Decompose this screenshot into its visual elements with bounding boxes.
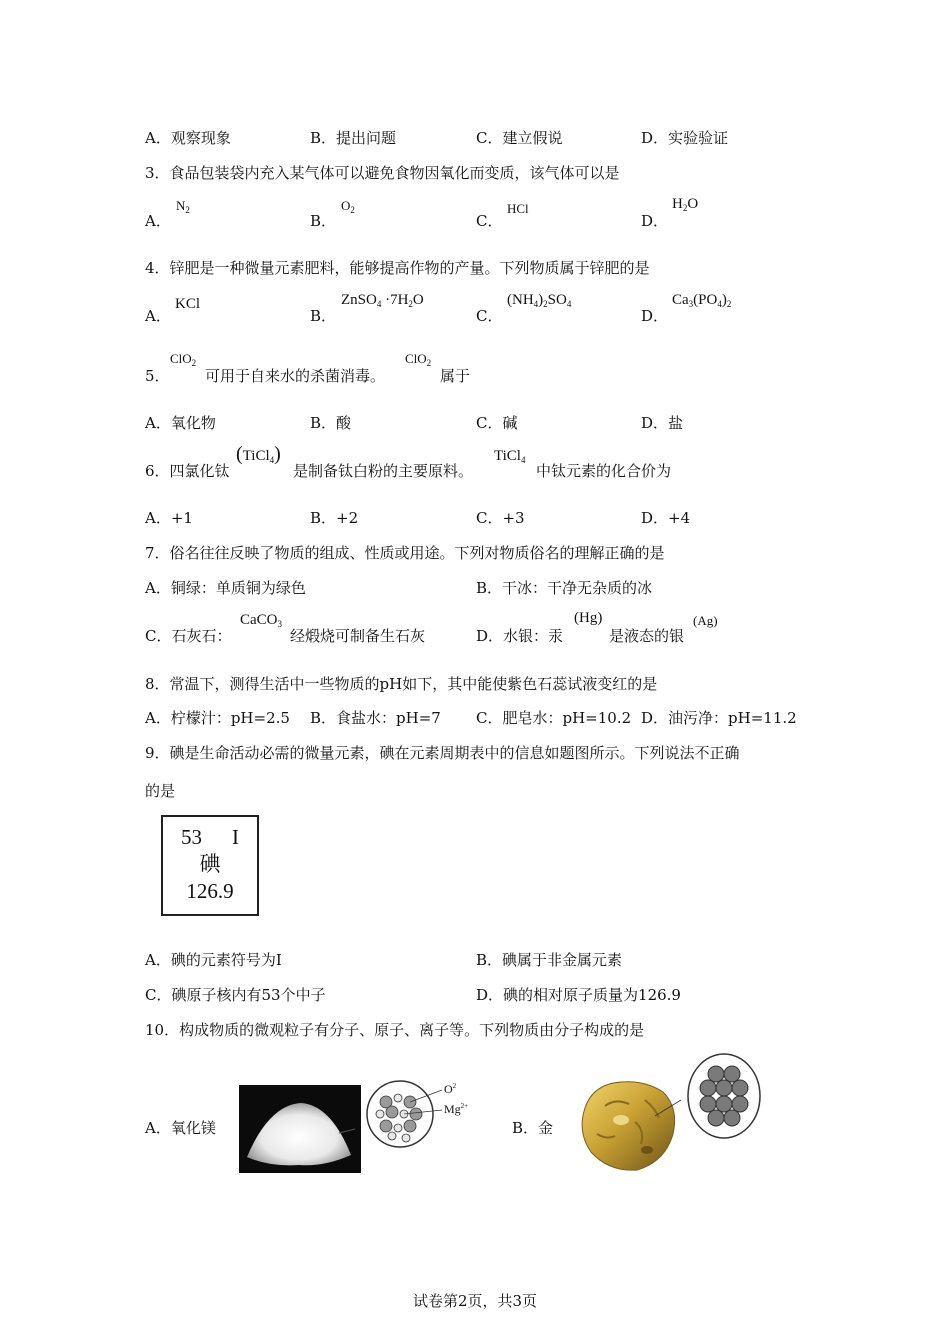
q5-option-a: A．氧化物 [145,414,216,432]
q10-option-a: A．氧化镁 [145,1119,216,1137]
oxide-ion-label: $O^2$ [444,1082,457,1096]
q5-text-1: 可用于自来水的杀菌消毒。 [205,367,386,385]
q2-option-c: C．建立假说 [476,129,563,147]
gold-atom-diagram [686,1052,764,1142]
page-footer: 试卷第2页，共3页 [412,1292,538,1310]
q5-formula-1: ClO$_2$ [170,351,197,368]
q3-option-a-formula: $N_2$ [176,198,190,215]
q3-option-c-formula: HCl [507,201,529,216]
q5-option-d: D．盐 [641,414,684,432]
element-symbol: I [232,825,239,849]
q3-option-d-label: D． [641,212,669,230]
q4-option-a-formula: KCl [175,296,201,312]
magnesium-oxide-powder-image [239,1085,361,1173]
q3-stem: 3．食品包装袋内充入某气体可以避免食物因氧化而变质，该气体可以是 [145,164,620,182]
q6-formula-paren: (TiCl$_4$) [236,443,281,465]
q8-option-b: B．食盐水：pH=7 [310,709,441,727]
atomic-mass: 126.9 [186,879,234,903]
q6-formula: TiCl$_4$ [494,448,526,465]
q10-stem: 10．构成物质的微观粒子有分子、原子、离子等。下列物质由分子构成的是 [145,1021,645,1039]
q3-option-d-formula: $H_2O$ [672,196,699,213]
q8-option-d: D．油污净：pH=11.2 [641,709,797,727]
q2-option-a: A．观察现象 [145,129,231,147]
q7-stem: 7．俗名往往反映了物质的组成、性质或用途。下列对物质俗名的理解正确的是 [145,544,665,562]
q3-option-b-formula: $O_2$ [341,198,355,215]
q2-option-d: D．实验验证 [641,129,729,147]
q5-text-2: 属于 [440,367,471,385]
q6-text-1: 6．四氯化钛 [145,462,230,480]
q4-option-c-label: C． [476,307,503,325]
q7-option-c-formula: CaCO$_3$ [240,612,282,629]
q3-option-a-label: A． [145,212,171,230]
gold-nugget-image [575,1078,685,1174]
q4-option-d-formula: $Ca_3(PO_4)_2$ [672,292,732,309]
q5-formula-2: ClO$_2$ [405,351,432,368]
q9-stem-line-2: 的是 [145,782,176,800]
q4-option-d-label: D． [641,307,669,325]
q6-option-b: B．+2 [310,509,359,527]
q5-option-c: C．碱 [476,414,518,432]
q7-option-b: B．干冰：干净无杂质的冰 [476,579,653,597]
q7-option-a: A．铜绿：单质铜为绿色 [145,579,306,597]
q4-option-b-formula: ZnSO$_4$ $\cdot 7H_2O$ [341,292,424,309]
q4-option-a-label: A． [145,307,171,325]
q7-option-d-hg: (Hg) [574,610,603,626]
q9-option-c: C．碘原子核内有53个中子 [145,986,326,1004]
q6-text-2: 是制备钛白粉的主要原料。 [293,462,474,480]
q7-option-d-ag: (Ag) [693,613,718,628]
q8-option-a: A．柠檬汁：pH=2.5 [145,709,290,727]
q5-number: 5． [145,367,170,385]
q3-option-b-label: B． [310,212,337,230]
atomic-number: 53 [181,825,202,849]
magnesium-ion-label: $Mg^{2+}$ [444,1102,469,1116]
periodic-table-cell [161,815,259,916]
q8-stem: 8．常温下，测得生活中一些物质的pH如下，其中能使紫色石蕊试液变红的是 [145,675,658,693]
q9-stem-line-1: 9．碘是生命活动必需的微量元素，碘在元素周期表中的信息如题图所示。下列说法不正确 [145,744,740,762]
q6-text-3: 中钛元素的化合价为 [536,462,672,480]
q7-option-d-text-1: D．水银：汞 [476,627,564,645]
element-name: 碘 [199,852,221,876]
q9-option-b: B．碘属于非金属元素 [476,951,623,969]
q2-option-b: B．提出问题 [310,129,397,147]
q6-option-a: A．+1 [145,509,193,527]
q5-option-b: B．酸 [310,414,352,432]
q7-option-d-text-2: 是液态的银 [609,627,685,645]
q7-option-c-text-2: 经煅烧可制备生石灰 [290,627,426,645]
q4-stem: 4．锌肥是一种微量元素肥料，能够提高作物的产量。下列物质属于锌肥的是 [145,259,650,277]
q10-option-b: B．金 [512,1119,554,1137]
q6-option-c: C．+3 [476,509,525,527]
q4-option-c-formula: $(NH_4)_2SO_4$ [507,292,572,309]
q9-option-d: D．碘的相对原子质量为126.9 [476,986,681,1004]
q9-option-a: A．碘的元素符号为I [145,951,282,969]
q7-option-c-text-1: C．石灰石： [145,627,232,645]
q3-option-c-label: C． [476,212,503,230]
q4-option-b-label: B． [310,307,337,325]
q6-option-d: D．+4 [641,509,691,527]
q8-option-c: C．肥皂水：pH=10.2 [476,709,632,727]
